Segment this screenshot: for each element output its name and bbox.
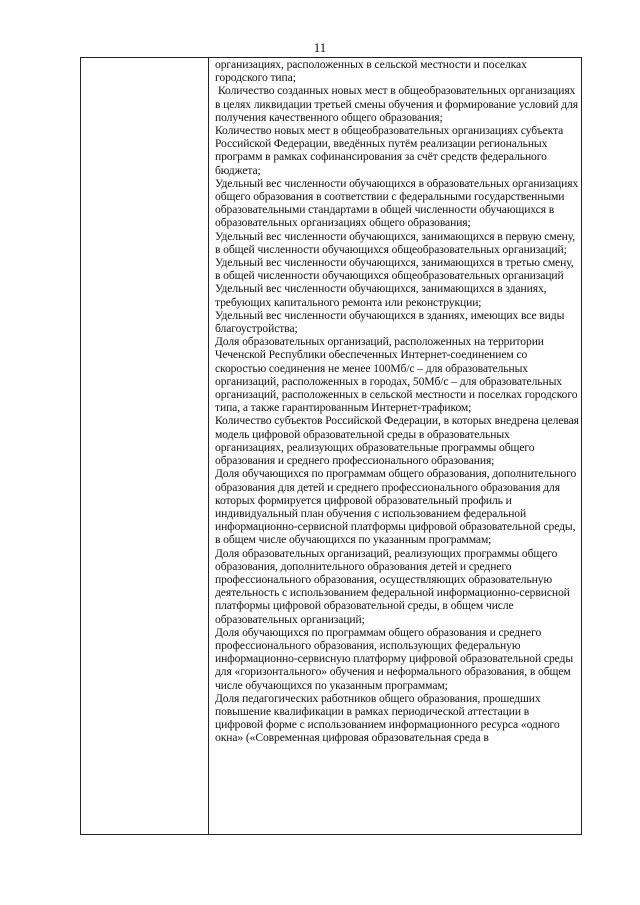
indicator-paragraph: Доля обучающихся по программам общего образования и среднего профессионального образования, использующих федеральную информационно-сервисную платформу цифровой образовательной среды для «горизонтального» обучения и неформального образования, в общем числе обучающихся по указанным программам;: [215, 625, 574, 692]
indicator-paragraph: Доля образовательных организаций, реализующих программы общего образования, дополнительного образования детей и среднего профессионального образования, осуществляющих образовательную деятельность с использованием федеральной информационно-сервисной платформы цифровой образовательной среды, в общем числе образовательных организаций;: [215, 546, 570, 626]
indicator-paragraph: Удельный вес численности обучающихся, занимающихся в третью смену, в общей численности обучающихся общеобразовательных организаций: [215, 256, 574, 283]
indicator-paragraph: Удельный вес численности обучающихся в образовательных организациях общего образования в соответствии с федеральными государственными образовательными стандартами в общей численности обучающихся в образовательных организациях общего образования;: [215, 176, 579, 230]
indicator-paragraph: Количество субъектов Российской Федерации, в которых внедрена целевая модель цифровой образовательной среды в образовательных организациях, реализующих образовательные программы общего образования и среднего профессионального образования;: [215, 414, 579, 468]
indicator-table: [80, 57, 582, 835]
indicator-paragraph: Удельный вес численности обучающихся, занимающихся в первую смену, в общей численности обучающихся общеобразовательных организаций;: [215, 229, 576, 256]
indicator-paragraph: Доля обучающихся по программам общего образования, дополнительного образования для детей и среднего профессионального образования для которых формируется цифровой образовательный профиль и индивидуальный план обучения с использованием федеральной информационно-сервисной платформы цифровой образовательной среды, в общем числе обучающихся по указанным программам;: [215, 467, 577, 547]
indicator-paragraph: Количество новых мест в общеобразовательных организациях субъекта Российской Федерации, введённых путём реализации региональных программ в рамках софинансирования за счёт средств федерального бюджета;: [215, 124, 564, 177]
page-number: 11: [313, 40, 327, 55]
column-divider: [208, 58, 209, 834]
indicator-paragraph: Доля образовательных организаций, расположенных на территории Чеченской Республики обеспеченных Интернет-соединением со скоростью соединения не менее 100Мб/с – для образовательных организаций, расположенных в городах, 50Мб/с – для образовательных организаций, расположенных в сельской местности и поселках городского типа, а также гарантированным Интернет-трафиком;: [215, 335, 578, 415]
indicator-paragraph: организациях, расположенных в сельской местности и поселках городского типа;: [215, 58, 527, 85]
indicator-paragraph: Доля педагогических работников общего образования, прошедших повышение квалификации в рамках периодической аттестации в цифровой форме с использованием информационного ресурса «одного окна» («Современная цифровая образовательная среда в: [215, 691, 560, 745]
indicator-paragraph: Удельный вес численности обучающихся, занимающихся в зданиях, требующих капитального ремонта или реконструкции;: [215, 282, 547, 309]
indicators-cell: [215, 58, 579, 745]
indicator-paragraph: Удельный вес численности обучающихся в зданиях, имеющих все виды благоустройства;: [215, 308, 565, 336]
indicator-paragraph: Количество созданных новых мест в общеобразовательных организациях в целях ликвидации третьей смены обучения и формирование условий для получения качественного общего образования;: [215, 84, 578, 124]
